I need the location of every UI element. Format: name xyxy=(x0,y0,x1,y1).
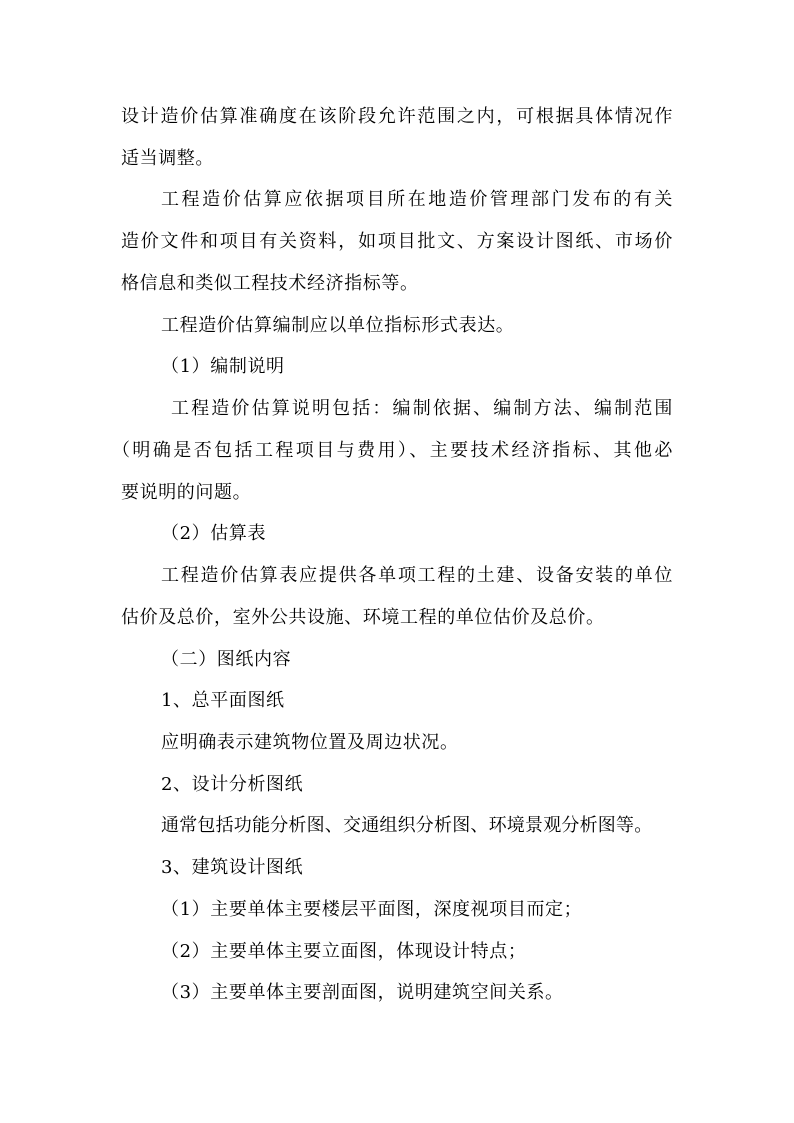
paragraph-first-line: 工程造价估算应依据项目所在地造价管理部门发布的有关 xyxy=(161,189,673,210)
subsection-heading: 3、建筑设计图纸 xyxy=(161,857,304,878)
text-line: 造价文件和项目有关资料，如项目批文、方案设计图纸、市场价 xyxy=(121,231,673,252)
list-item: （3）主要单体主要剖面图，说明建筑空间关系。 xyxy=(161,982,564,1003)
list-item: （1）主要单体主要楼层平面图，深度视项目而定； xyxy=(161,899,583,920)
section-heading: （1）编制说明 xyxy=(161,356,285,377)
subsection-heading: 1、总平面图纸 xyxy=(161,690,285,711)
text-line: （明确是否包括工程项目与费用）、主要技术经济指标、其他必 xyxy=(112,440,673,461)
section-heading: （二）图纸内容 xyxy=(161,649,292,670)
text-line: 通常包括功能分析图、交通组织分析图、环境景观分析图等。 xyxy=(161,815,653,836)
paragraph-first-line: 工程造价估算说明包括：编制依据、编制方法、编制范围 xyxy=(171,398,673,419)
text-line: 设计造价估算准确度在该阶段允许范围之内，可根据具体情况作 xyxy=(121,106,673,127)
paragraph-first-line: 工程造价估算表应提供各单项工程的土建、设备安装的单位 xyxy=(161,565,673,586)
paragraph-first-line: 工程造价估算编制应以单位指标形式表达。 xyxy=(161,315,515,336)
text-line: 适当调整。 xyxy=(121,148,214,169)
text-line: 应明确表示建筑物位置及周边状况。 xyxy=(161,732,459,753)
text-line: 估价及总价，室外公共设施、环境工程的单位估价及总价。 xyxy=(121,607,605,628)
section-heading: （2）估算表 xyxy=(161,523,267,544)
list-item: （2）主要单体主要立面图，体现设计特点； xyxy=(161,941,527,962)
subsection-heading: 2、设计分析图纸 xyxy=(161,774,304,795)
text-line: 要说明的问题。 xyxy=(121,482,252,503)
text-line: 格信息和类似工程技术经济指标等。 xyxy=(121,273,419,294)
